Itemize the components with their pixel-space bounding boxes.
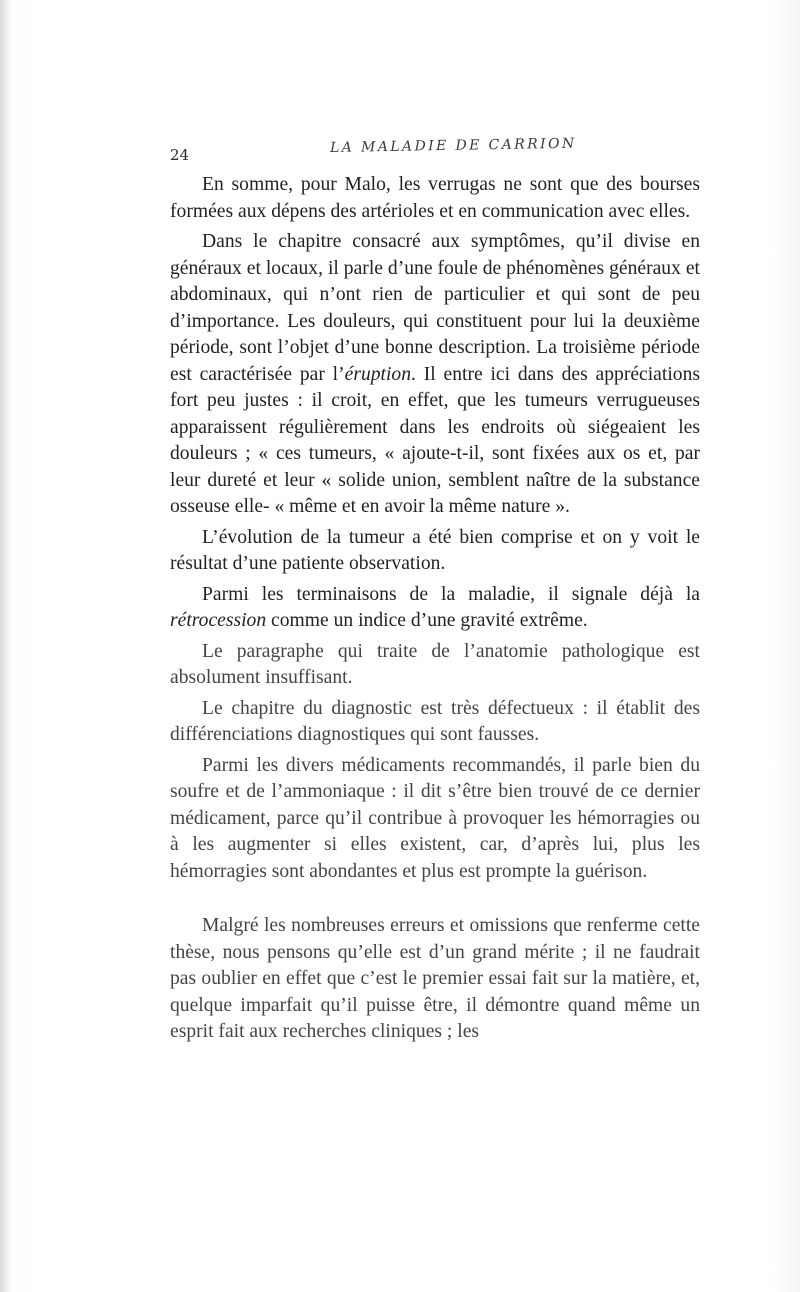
- paragraph-symptoms-emphasis: éruption: [344, 363, 412, 385]
- paragraph-symptoms-part2: . Il entre ici dans des appréciations fort peu justes : il croit, en effet, que les tumeurs verrugueuses apparaissent régulièrement dans les endroits où siégeaient les douleurs ; « ces tumeurs, « ajoute-t-il, sont fixées aux os et, par leur dureté et leur « solide union, semblent naître de la substance osseuse elle- « même et en avoir la même nature ».: [170, 363, 700, 517]
- paragraph-terminations: [170, 582, 700, 635]
- paragraph-diagnosis: Le chapitre du diagnostic est très défectueux : il établit des différenciations diagnostiques qui sont fausses.: [170, 697, 700, 745]
- paragraph-treatment: Parmi les divers médicaments recommandés, il parle bien du soufre et de l’ammoniaque : il dit s’être bien trouvé de ce dernier médicament, parce qu’il contribue à provoquer les hémorragies ou à les augmenter si elles existent, car, d’après lui, plus les hémorragies sont abondantes et plus est prompte la guérison.: [170, 754, 700, 882]
- paragraph-conclusion: Malgré les nombreuses erreurs et omissions que renferme cette thèse, nous pensons qu’elle est d’un grand mérite ; il ne faudrait pas oublier en effet que c’est le premier essai fait sur la matière, et, quelque imparfait qu’il puisse être, il démontre quand même un esprit fait aux recherches cliniques ; les: [170, 915, 700, 1042]
- paragraph-symptoms-part1: Dans le chapitre consacré aux symptômes, qu’il divise en généraux et locaux, il parle d’une foule de phénomènes généraux et abdominaux, qui n’ont rien de particulier et qui sont de peu d’importance. Les douleurs, qui constituent pour lui la deuxième période, sont l’objet d’une bonne description. La troisième période est caractérisée par l’: [170, 231, 700, 385]
- page-number: 24: [170, 146, 190, 164]
- paragraph-anatomy: Le paragraphe qui traite de l’anatomie pathologique est absolument insuffisant.: [170, 640, 700, 688]
- paragraph-symptoms: [170, 229, 700, 521]
- running-title: LA MALADIE DE CARRION: [329, 135, 577, 156]
- paragraph-evolution: L’évolution de la tumeur a été bien comprise et on y voit le résultat d’une patiente observation.: [170, 526, 700, 574]
- paragraph-malo-summary: En somme, pour Malo, les verrugas ne sont que des bourses formées aux dépens des artérioles et en communication avec elles.: [170, 174, 700, 222]
- paragraph-terminations-part2: comme un indice d’une gravité extrême.: [266, 610, 588, 631]
- page-gutter-shadow: [0, 0, 10, 1292]
- paragraph-terminations-part1: Parmi les terminaisons de la maladie, il signale déjà la: [202, 583, 700, 605]
- paragraph-terminations-emphasis: rétrocession: [170, 610, 267, 631]
- page-body-text: [170, 172, 700, 1046]
